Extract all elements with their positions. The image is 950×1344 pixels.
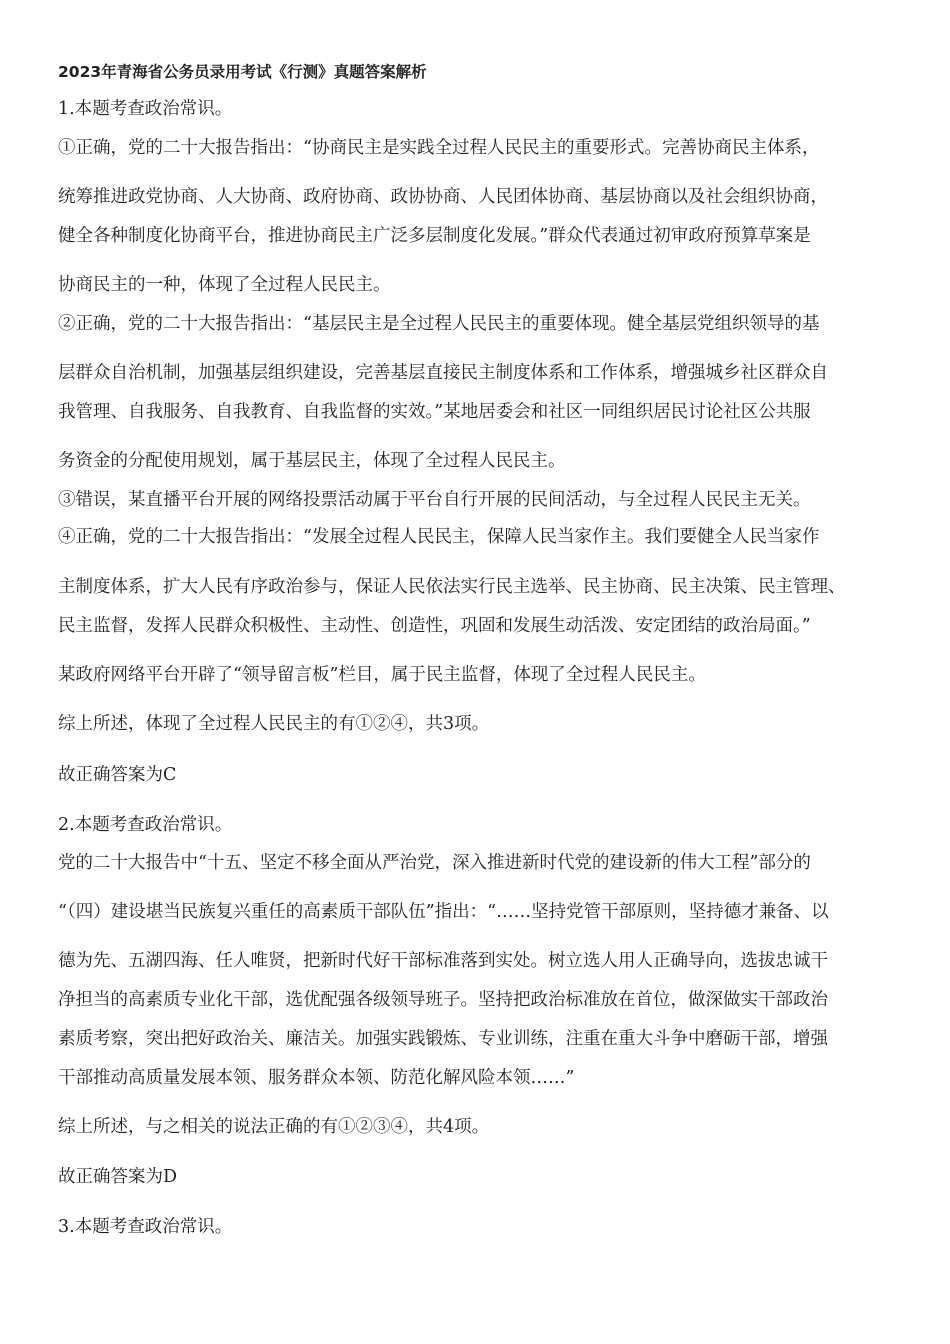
text-line: 层群众自治机制，加强基层组织建设，完善基层直接民主制度体系和工作体系，增强城乡社区群众自 [58,363,828,383]
text-line: 我管理、自我服务、自我教育、自我监督的实效。”某地居委会和社区一同组织居民讨论社区公共服 [58,402,811,422]
q2-answer: 故正确答案为D [58,1167,178,1187]
text-line: 素质考察，突出把好政治关、廉洁关。加强实践锻炼、专业训练，注重在重大斗争中磨砺干部，增强 [58,1029,828,1049]
text-line: 某政府网络平台开辟了“领导留言板”栏目，属于民主监督，体现了全过程人民民主。 [58,665,706,685]
q1-summary: 综上所述，体现了全过程人民民主的有①②④，共3项。 [58,714,490,734]
text-line: “（四）建设堪当民族复兴重任的高素质干部队伍”指出：“……坚持党管干部原则，坚持德才兼备、以 [58,902,829,922]
text-line: 统筹推进政党协商、人大协商、政府协商、政协协商、人民团体协商、基层协商以及社会组织协商， [58,187,828,207]
text-line: 党的二十大报告中“十五、坚定不移全面从严治党，深入推进新时代党的建设新的伟大工程”部分的 [58,853,811,873]
text-line: 干部推动高质量发展本领、服务群众本领、防范化解风险本领……” [58,1068,575,1088]
text-line: 净担当的高素质专业化干部，选优配强各级领导班子。坚持把政治标准放在首位，做深做实干部政治 [58,990,828,1010]
q2-heading: 2.本题考查政治常识。 [58,815,233,835]
text-line: 德为先、五湖四海、任人唯贤，把新时代好干部标准落到实处。树立选人用人正确导向，选拔忠诚干 [58,951,828,971]
text-line: ①正确，党的二十大报告指出：“协商民主是实践全过程人民民主的重要形式。完善协商民主体系， [58,138,820,158]
text-line: ④正确，党的二十大报告指出：“发展全过程人民民主，保障人民当家作主。我们要健全人民当家作 [58,527,820,547]
text-line: 健全各种制度化协商平台，推进协商民主广泛多层制度化发展。”群众代表通过初审政府预算草案是 [58,226,811,246]
text-line: 协商民主的一种，体现了全过程人民民主。 [58,275,391,295]
q3-heading: 3.本题考查政治常识。 [58,1217,233,1237]
q1-answer: 故正确答案为C [58,765,177,785]
text-line: ③错误，某直播平台开展的网络投票活动属于平台自行开展的民间活动，与全过程人民民主无关。 [58,490,811,510]
q1-heading: 1.本题考查政治常识。 [58,99,233,119]
text-line: 务资金的分配使用规划，属于基层民主，体现了全过程人民民主。 [58,451,566,471]
text-line: 民主监督，发挥人民群众积极性、主动性、创造性，巩固和发展生动活泼、安定团结的政治局面。” [58,616,811,636]
text-line: 主制度体系，扩大人民有序政治参与，保证人民依法实行民主选举、民主协商、民主决策、民主管理、 [58,577,846,597]
text-line: ②正确，党的二十大报告指出：“基层民主是全过程人民民主的重要体现。健全基层党组织领导的基 [58,314,820,334]
page-title: 2023年青海省公务员录用考试《行测》真题答案解析 [58,63,427,81]
q2-summary: 综上所述，与之相关的说法正确的有①②③④，共4项。 [58,1117,490,1137]
